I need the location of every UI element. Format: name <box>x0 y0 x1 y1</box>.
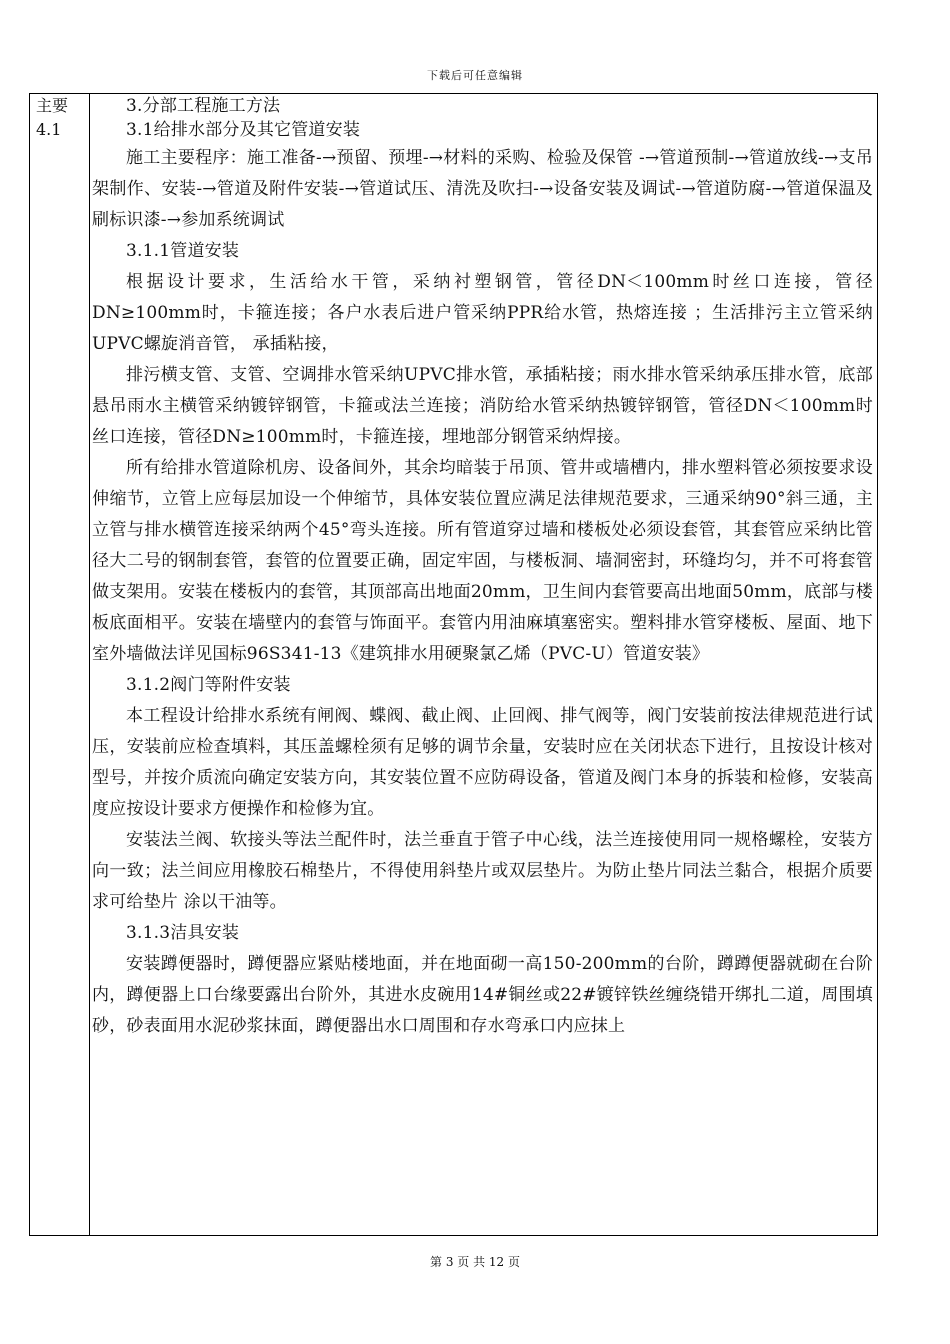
section-number: 4.1 <box>36 120 62 139</box>
content-table <box>29 93 878 1236</box>
section-label: 主要 <box>36 96 69 115</box>
subsection-heading: 3.1.3洁具安装 <box>126 923 240 943</box>
page-header: 下载后可任意编辑 <box>427 69 523 82</box>
paragraph: 所有给排水管道除机房、设备间外，其余均暗装于吊顶、管井或墙槽内，排水塑料管必须按要求设伸缩节，立管上应每层加设一个伸缩节，具体安装位置应满足法律规范要求，三通采纳90°斜三通，主立管与排水横管连接采纳两个45°弯头连接。所有管道穿过墙和楼板处必须设套管，其套管应采纳比管径大二号的钢制套管，套管的位置要正确，固定牢固，与楼板洞、墙洞密封，环缝均匀，并不可将套管做支架用。安装在楼板内的套管，其顶部高出地面20mm，卫生间内套管要高出地面50mm，底部与楼板底面相平。安装在墙壁内的套管与饰面平。套管内用油麻填塞密实。塑料排水管穿楼板、屋面、地下室外墙做法详见国标96S341-13《建筑排水用硬聚氯乙烯（PVC-U）管道安装》 <box>92 458 873 664</box>
section-heading: 3.分部工程施工方法 <box>126 96 281 116</box>
subsection-heading: 3.1.2阀门等附件安装 <box>126 675 291 695</box>
body-text <box>92 94 873 1235</box>
section-label-column <box>30 94 90 1235</box>
paragraph: 排污横支管、支管、空调排水管采纳UPVC排水管，承插粘接；雨水排水管采纳承压排水管，底部悬吊雨水主横管采纳镀锌钢管，卡箍或法兰连接；消防给水管采纳热镀锌钢管，管径DN＜100mm时丝口连接，管径DN≥100mm时，卡箍连接，埋地部分钢管采纳焊接。 <box>92 365 873 447</box>
page-footer: 第 3 页 共 12 页 <box>430 1255 520 1269</box>
paragraph: 本工程设计给排水系统有闸阀、蝶阀、截止阀、止回阀、排气阀等，阀门安装前按法律规范进行试压，安装前应检查填料，其压盖螺栓须有足够的调节余量，安装时应在关闭状态下进行，且按设计核对型号，并按介质流向确定安装方向，其安装位置不应防碍设备，管道及阀门本身的拆装和检修，安装高度应按设计要求方便操作和检修为宜。 <box>92 706 873 819</box>
paragraph-procedure: 施工主要程序：施工准备-→预留、预埋-→材料的采购、检验及保管 -→管道预制-→管道放线-→支吊架制作、安装-→管道及附件安装-→管道试压、清洗及吹扫-→设备安装及调试-→管道防腐-→管道保温及刷标识漆-→参加系统调试 <box>92 148 873 230</box>
subsection-heading: 3.1.1管道安装 <box>126 241 240 261</box>
paragraph: 根据设计要求，生活给水干管，采纳衬塑钢管，管径DN＜100mm时丝口连接，管径DN≥100mm时，卡箍连接；各户水表后进户管采纳PPR给水管，热熔连接 ；生活排污主立管采纳UPVC螺旋消音管， 承插粘接， <box>92 272 873 354</box>
paragraph: 安装法兰阀、软接头等法兰配件时，法兰垂直于管子中心线，法兰连接使用同一规格螺栓，安装方向一致；法兰间应用橡胶石棉垫片，不得使用斜垫片或双层垫片。为防止垫片同法兰黏合，根据介质要求可给垫片 涂以干油等。 <box>92 830 873 912</box>
subsection-heading: 3.1给排水部分及其它管道安装 <box>126 120 361 140</box>
paragraph: 安装蹲便器时，蹲便器应紧贴楼地面，并在地面砌一高150-200mm的台阶，蹲蹲便器就砌在台阶内，蹲便器上口台缘要露出台阶外，其进水皮碗用14#铜丝或22#镀锌铁丝缠绕错开绑扎二道，周围填砂，砂表面用水泥砂浆抹面，蹲便器出水口周围和存水弯承口内应抹上 <box>92 954 873 1036</box>
